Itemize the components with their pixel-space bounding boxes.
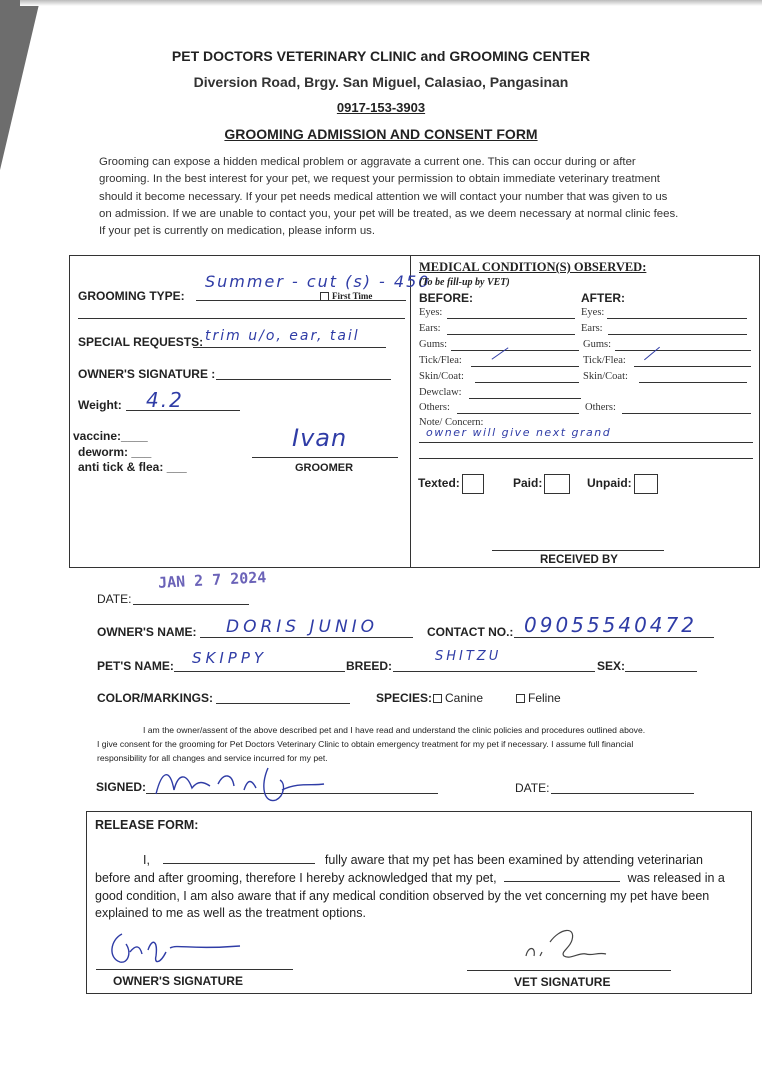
- vaccine-label: vaccine:____: [73, 429, 148, 443]
- after-tickflea-line[interactable]: [634, 366, 751, 367]
- before-label: BEFORE:: [419, 291, 473, 305]
- after-eyes-line[interactable]: [607, 318, 747, 319]
- species-label: SPECIES:: [376, 691, 433, 705]
- texted-field[interactable]: [418, 474, 484, 494]
- release-owner-signature: [100, 922, 250, 972]
- after-others-label: Others:: [585, 402, 616, 413]
- grooming-type-underline: [196, 300, 406, 301]
- release-line-3: good condition, I am also aware that if any medical condition observed by the vet concerning my pet have been: [95, 889, 710, 903]
- color-label: COLOR/MARKINGS:: [97, 691, 213, 705]
- clinic-phone: 0917-153-3903: [336, 100, 426, 115]
- contact-label: CONTACT NO.:: [427, 625, 514, 639]
- intro-line: should it become necessary. If your pet needs medical attention we will contact your number that was given to us: [99, 190, 668, 203]
- date-underline[interactable]: [133, 604, 249, 605]
- pet-name-label: PET'S NAME:: [97, 659, 174, 673]
- unpaid-label: Unpaid:: [587, 476, 632, 491]
- special-requests-label: SPECIAL REQUESTS:: [78, 335, 204, 349]
- owner-name-underline[interactable]: [200, 637, 413, 638]
- medical-title: MEDICAL CONDITION(S) OBSERVED:: [419, 260, 647, 274]
- before-ears-line[interactable]: [447, 334, 575, 335]
- medical-subtitle: (To be fill-up by VET): [419, 277, 510, 288]
- after-tickflea-label: Tick/Flea:: [583, 355, 626, 366]
- breed-value[interactable]: SHITZU: [435, 649, 502, 664]
- note-line-1[interactable]: [419, 442, 753, 443]
- groomer-label: GROOMER: [295, 462, 354, 474]
- release-owner-sig-label: OWNER'S SIGNATURE: [113, 974, 243, 988]
- intro-line: on admission. If we are unable to contact you, your pet will be treated, as we deem necessary at normal clinic fees.: [99, 207, 679, 220]
- grooming-type-second-line: [78, 318, 405, 319]
- contact-value[interactable]: 09055540472: [524, 613, 697, 637]
- feline-option[interactable]: [516, 691, 561, 705]
- groomer-signature: Ivan: [292, 424, 348, 452]
- before-eyes-label: Eyes:: [419, 307, 443, 318]
- grooming-type-label: GROOMING TYPE:: [78, 289, 185, 303]
- texted-label: Texted:: [418, 476, 460, 491]
- breed-underline[interactable]: [393, 671, 595, 672]
- color-underline[interactable]: [216, 703, 350, 704]
- release-line-2-text: before and after grooming, therefore I hereby acknowledged that my pet,: [95, 871, 497, 885]
- before-gums-line[interactable]: [451, 350, 579, 351]
- before-gums-label: Gums:: [419, 339, 448, 350]
- unpaid-checkbox[interactable]: [634, 474, 658, 494]
- before-others-label: Others:: [419, 402, 450, 413]
- special-requests-value[interactable]: trim u/o, ear, tail: [205, 328, 360, 344]
- signed-label: SIGNED:: [96, 780, 147, 794]
- first-time-label: First Time: [332, 291, 373, 301]
- canine-option[interactable]: [433, 691, 483, 705]
- note-value[interactable]: owner will give next grand: [426, 426, 612, 439]
- owner-signature-label: OWNER'S SIGNATURE :: [78, 367, 216, 381]
- release-name-blank[interactable]: [163, 863, 315, 864]
- received-by-line: [492, 550, 664, 551]
- release-title: RELEASE FORM:: [95, 818, 199, 832]
- after-others-line[interactable]: [622, 413, 751, 414]
- canine-label: Canine: [445, 691, 484, 705]
- intro-paragraph: [99, 154, 719, 240]
- consent-date-label: DATE:: [515, 781, 550, 795]
- sex-label: SEX:: [597, 659, 626, 673]
- before-dewclaw-line[interactable]: [469, 398, 581, 399]
- consent-line-1: I am the owner/assent of the above described pet and I have read and understand the clinic policies and procedures outlined above.: [143, 725, 646, 735]
- weight-label: Weight:: [78, 398, 122, 412]
- special-requests-underline: [193, 347, 386, 348]
- release-i: I,: [143, 853, 150, 867]
- before-dewclaw-label: Dewclaw:: [419, 387, 462, 398]
- date-label: DATE:: [97, 592, 132, 606]
- sex-underline[interactable]: [625, 671, 697, 672]
- clinic-name: PET DOCTORS VETERINARY CLINIC and GROOMING CENTER: [171, 48, 591, 64]
- release-line-1-text: fully aware that my pet has been examined by attending veterinarian: [324, 853, 703, 867]
- vet-signature-scribble: [520, 922, 620, 968]
- note-label: Note/ Concern:: [419, 417, 484, 428]
- first-time-checkbox[interactable]: [320, 291, 372, 301]
- before-eyes-line[interactable]: [447, 318, 575, 319]
- texted-checkbox[interactable]: [462, 474, 484, 494]
- after-gums-label: Gums:: [583, 339, 612, 350]
- page-top-edge: [20, 0, 762, 6]
- after-gums-line[interactable]: [615, 350, 751, 351]
- consent-line-2: I give consent for the grooming for Pet Doctors Veterinary Clinic to obtain emergency treatment for my pet if necessary. I assume full financial: [97, 739, 634, 749]
- paid-label: Paid:: [513, 476, 543, 491]
- received-by-label: RECEIVED BY: [540, 554, 618, 566]
- before-ears-label: Ears:: [419, 323, 441, 334]
- paid-checkbox[interactable]: [544, 474, 570, 494]
- clinic-address: Diversion Road, Brgy. San Miguel, Calasiao, Pangasinan: [193, 74, 569, 90]
- paid-field[interactable]: [513, 474, 570, 494]
- owner-signature-scribble: [148, 760, 328, 812]
- form-title: GROOMING ADMISSION AND CONSENT FORM: [224, 126, 538, 142]
- after-skincoat-label: Skin/Coat:: [583, 371, 628, 382]
- consent-line-3: responsibility for all changes and service incurred for my pet.: [97, 753, 328, 763]
- before-tickflea-line[interactable]: [471, 366, 579, 367]
- after-skincoat-line[interactable]: [639, 382, 747, 383]
- vet-sig-line[interactable]: [467, 970, 671, 971]
- pet-name-value[interactable]: SKIPPY: [192, 649, 268, 667]
- before-others-line[interactable]: [457, 413, 579, 414]
- pet-name-underline[interactable]: [174, 671, 345, 672]
- before-tickflea-label: Tick/Flea:: [419, 355, 462, 366]
- after-ears-line[interactable]: [608, 334, 747, 335]
- after-label: AFTER:: [581, 291, 625, 305]
- grooming-type-value[interactable]: Summer - cut (s) - 450: [205, 272, 431, 291]
- first-time-box[interactable]: [320, 292, 329, 301]
- owner-name-label: OWNER'S NAME:: [97, 625, 197, 639]
- release-owner-sig-line[interactable]: [96, 969, 293, 970]
- vet-sig-label: VET SIGNATURE: [514, 975, 611, 989]
- after-eyes-label: Eyes:: [581, 307, 605, 318]
- intro-line: grooming. In the best interest for your pet, we request your permission to obtain immediate veterinary treatment: [99, 173, 660, 186]
- after-ears-label: Ears:: [581, 323, 603, 334]
- deworm-label: deworm: ___: [78, 445, 152, 459]
- consent-date-underline[interactable]: [551, 793, 694, 794]
- contact-underline[interactable]: [514, 637, 714, 638]
- date-stamp: JAN 2 7 2024: [157, 568, 267, 592]
- groomer-underline: [252, 457, 398, 458]
- intro-line: Grooming can expose a hidden medical problem or aggravate a current one. This can occur during or after: [99, 156, 636, 168]
- release-line-2-tail: was released in a: [627, 871, 725, 885]
- intro-line: If your pet is currently on medication, please inform us.: [99, 225, 376, 238]
- antitick-label: anti tick & flea: ___: [78, 460, 187, 474]
- admission-box-divider: [410, 256, 411, 567]
- release-pet-blank[interactable]: [504, 881, 620, 882]
- release-line-2: [95, 871, 725, 885]
- note-line-2[interactable]: [419, 458, 753, 459]
- before-skincoat-label: Skin/Coat:: [419, 371, 464, 382]
- before-skincoat-line[interactable]: [475, 382, 579, 383]
- release-line-1: [143, 853, 703, 867]
- release-line-4: explained to me as well as the treatment options.: [95, 906, 366, 920]
- canine-checkbox[interactable]: [433, 694, 442, 703]
- owner-name-value[interactable]: DORIS JUNIO: [226, 617, 379, 637]
- unpaid-field[interactable]: [587, 474, 658, 494]
- feline-checkbox[interactable]: [516, 694, 525, 703]
- weight-value[interactable]: 4.2: [146, 388, 184, 412]
- feline-label: Feline: [528, 691, 561, 705]
- breed-label: BREED:: [346, 659, 393, 673]
- owner-signature-underline: [216, 379, 391, 380]
